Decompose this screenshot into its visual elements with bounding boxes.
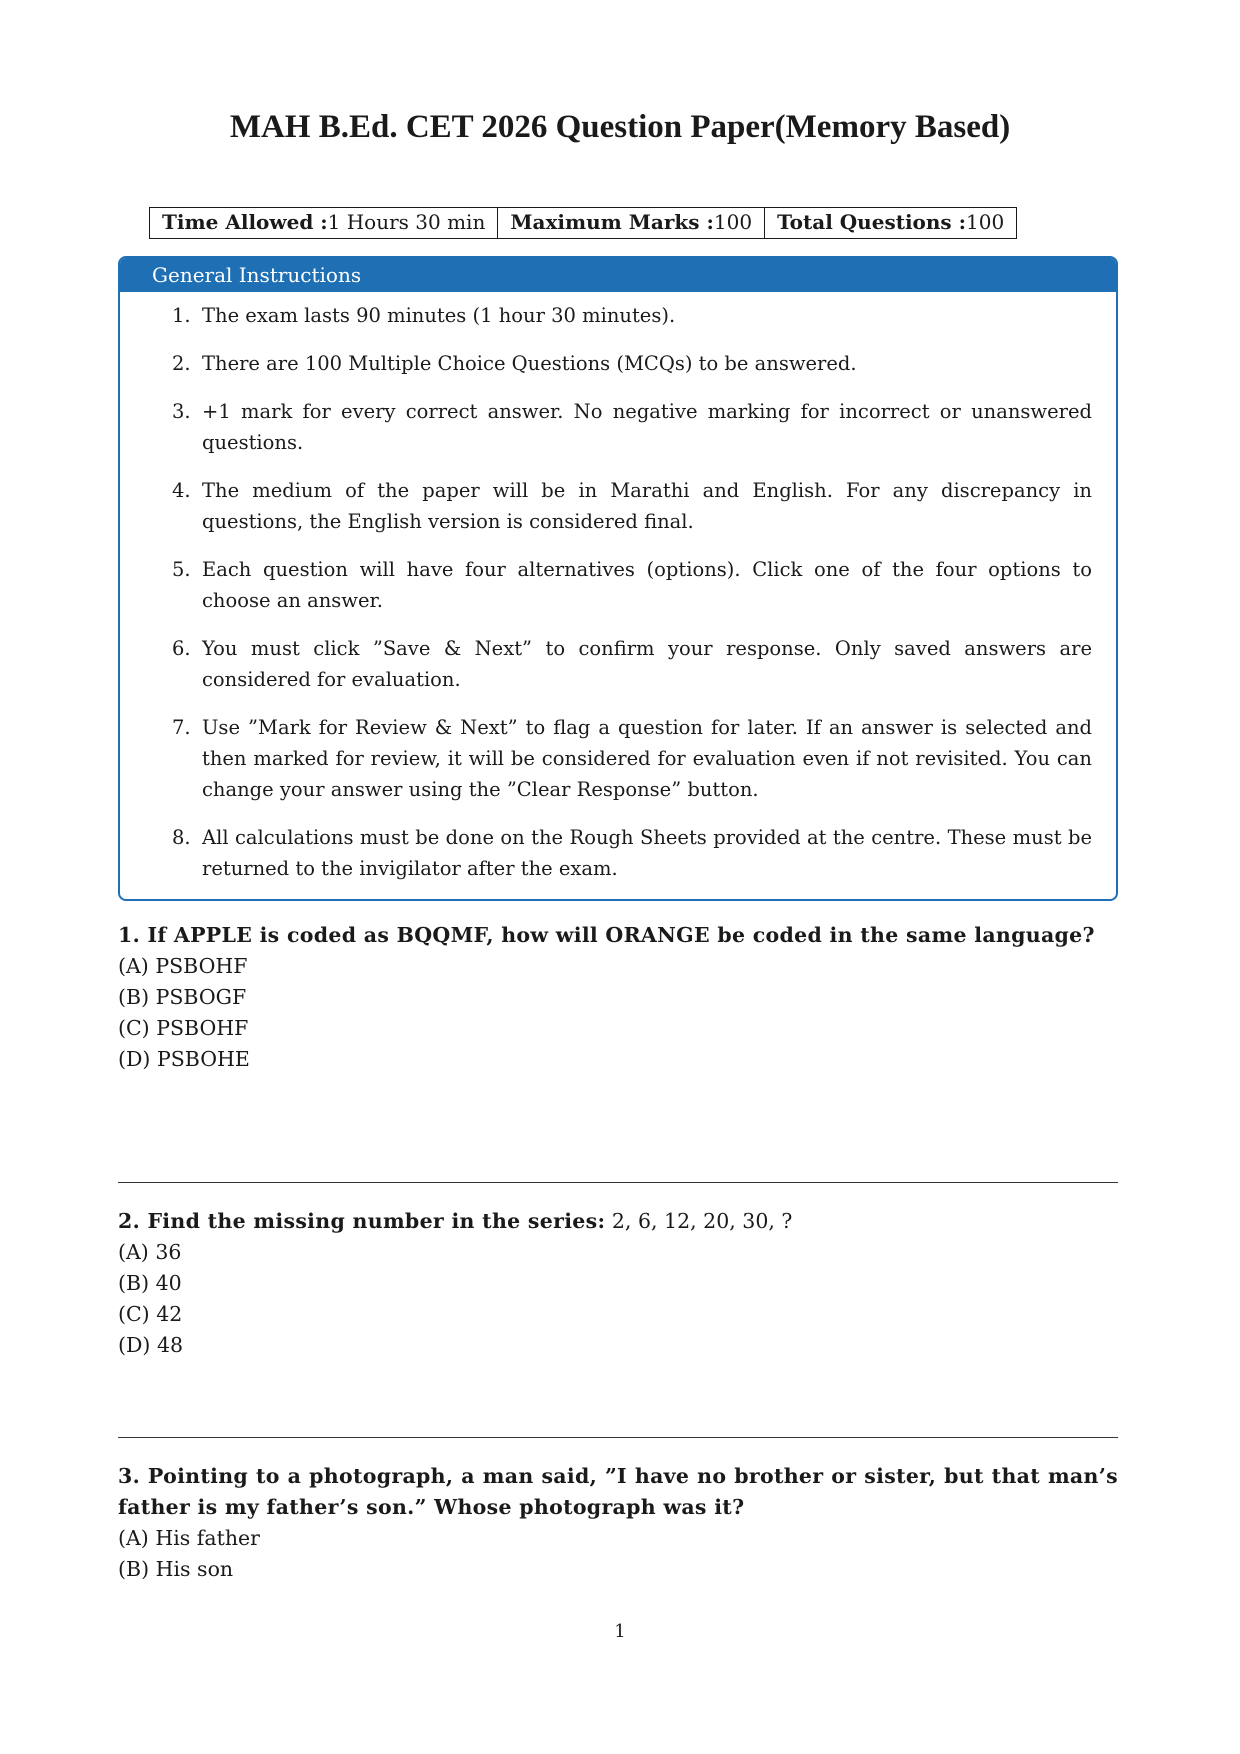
option-d: (D) PSBOHE [118,1047,250,1071]
instruction-text: Each question will have four alternatives (options). Click one of the four options to choose an answer. [202,558,1092,612]
question-2 [118,1206,1118,1361]
instruction-item [172,822,1092,884]
instruction-number: 4. [172,479,191,502]
question-text [118,1461,1118,1523]
question-series: 2, 6, 12, 20, 30, ? [611,1209,793,1233]
instruction-text: You must click ”Save & Next” to confirm your response. Only saved answers are considered for evaluation. [202,637,1092,691]
option-b: (B) 40 [118,1271,182,1295]
instruction-item [172,300,1092,331]
maximum-marks-cell [497,208,764,238]
general-instructions-box [118,256,1118,901]
option-list [118,1523,1118,1585]
question-text [118,920,1118,951]
option-list [118,951,1118,1075]
instruction-text: There are 100 Multiple Choice Questions (MCQs) to be answered. [202,352,857,375]
page-title: MAH B.Ed. CET 2026 Question Paper(Memory Based) [229,109,1011,145]
total-questions-value: 100 [966,210,1005,234]
option-b: (B) His son [118,1557,234,1581]
instruction-item [172,396,1092,458]
question-stem: 1. If APPLE is coded as BQQMF, how will ORANGE be coded in the same language? [118,923,1095,947]
instruction-number: 2. [172,352,191,375]
instruction-item [172,712,1092,805]
instruction-item [172,633,1092,695]
exam-info-table [149,207,1017,239]
instruction-number: 8. [172,826,191,849]
option-a: (A) PSBOHF [118,954,248,978]
total-questions-cell [764,208,1016,238]
question-stem: 3. Pointing to a photograph, a man said, ”I have no brother or sister, but that man’s father is my father’s son.” Whose photograph was it? [118,1464,1118,1519]
instruction-text: +1 mark for every correct answer. No negative marking for incorrect or unanswered questions. [202,400,1092,454]
time-allowed-label: Time Allowed : [162,210,328,234]
option-c: (C) 42 [118,1302,183,1326]
time-allowed-cell [150,208,497,238]
instruction-number: 1. [172,304,191,327]
instruction-number: 5. [172,558,191,581]
option-d: (D) 48 [118,1333,184,1357]
time-allowed-value: 1 Hours 30 min [327,210,486,234]
page-number: 1 [614,1621,626,1642]
instruction-number: 7. [172,716,191,739]
question-separator [118,1182,1118,1183]
instruction-text: The medium of the paper will be in Marathi and English. For any discrepancy in questions, the English version is considered final. [202,479,1092,533]
instruction-item [172,475,1092,537]
option-a: (A) 36 [118,1240,182,1264]
option-a: (A) His father [118,1526,260,1550]
option-list [118,1237,1118,1361]
maximum-marks-value: 100 [713,210,753,234]
question-3 [118,1461,1118,1585]
question-text [118,1206,1118,1237]
total-questions-label: Total Questions : [777,210,967,234]
question-stem: 2. Find the missing number in the series: [118,1209,606,1233]
instructions-header: General Instructions [120,258,1116,292]
instruction-text: Use ”Mark for Review & Next” to flag a question for later. If an answer is selected and then marked for review, it will be considered for evaluation even if not revisited. You can change your answer using the ”Clear Response” button. [202,716,1092,801]
instruction-text: All calculations must be done on the Rough Sheets provided at the centre. These must be returned to the invigilator after the exam. [202,826,1092,880]
instruction-number: 3. [172,400,191,423]
instructions-list [172,300,1092,901]
instruction-number: 6. [172,637,191,660]
option-c: (C) PSBOHF [118,1016,249,1040]
option-b: (B) PSBOGF [118,985,247,1009]
maximum-marks-label: Maximum Marks : [510,210,714,234]
instruction-item [172,348,1092,379]
question-separator [118,1437,1118,1438]
question-1 [118,920,1118,1075]
instruction-item [172,554,1092,616]
instruction-text: The exam lasts 90 minutes (1 hour 30 minutes). [202,304,676,327]
